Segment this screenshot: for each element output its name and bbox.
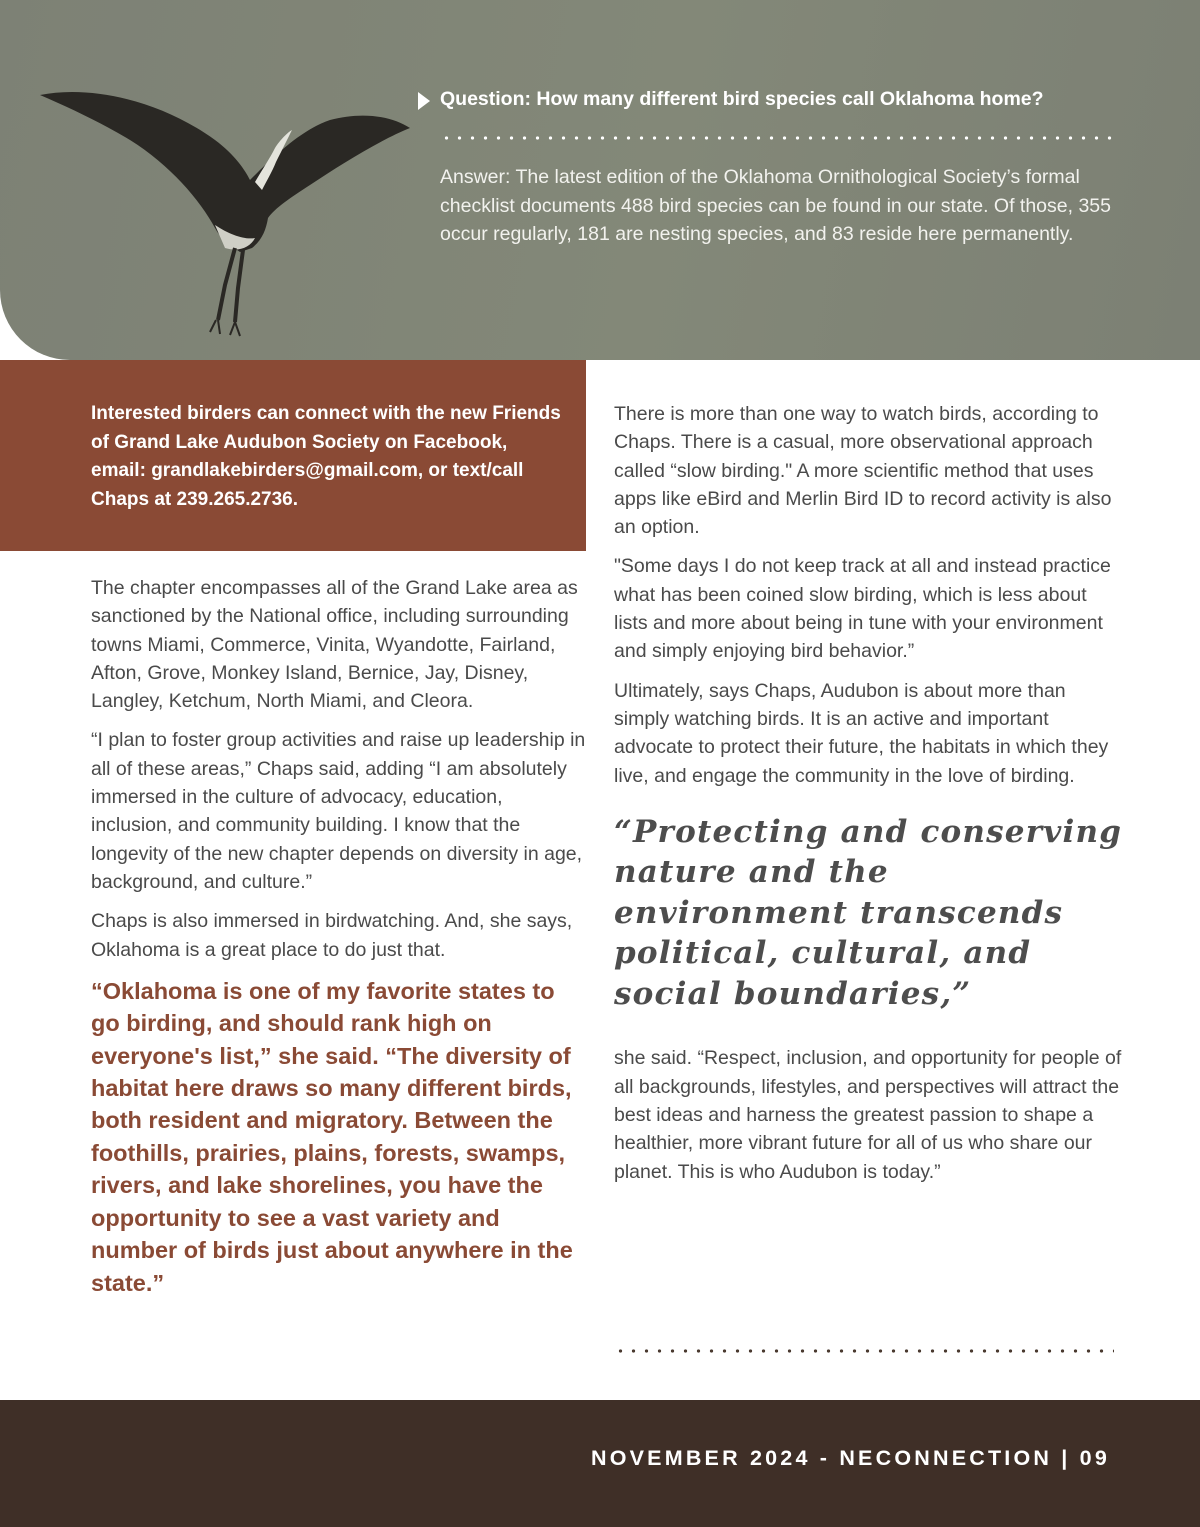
body-paragraph: The chapter encompasses all of the Grand Lake area as sanctioned by the National office, including surrounding towns Miami, Commerce, Vinita, Wyandotte, Fairland, Afton, Grove, Monkey Island, Bernice, Jay, Disney, Langley, Ketchum, North Miami, and Cleora. [91, 577, 578, 713]
pull-quote: “Oklahoma is one of my favorite states to go birding, and should rank high on everyone's list,” she said. “The diversity of habitat here draws so many different birds, both resident and migratory. Between the foothills, prairies, plains, forests, swamps, rivers, and lake shorelines, you have the opportunity to see a vast variety and number of birds just about anywhere in the state.” [91, 977, 573, 1296]
left-column [91, 574, 586, 1299]
dotted-divider [614, 1349, 1114, 1353]
callout-text: Interested birders can connect with the new Friends of Grand Lake Audubon Society on Facebook, email: grandlakebirders@gmail.com, or text/call Chaps at 239.265.2736. [91, 403, 561, 510]
right-column [614, 400, 1124, 1197]
body-paragraph: she said. “Respect, inclusion, and opportunity for people of all backgrounds, lifestyles, and perspectives will attract the best ideas and harness the greatest passion to shape a healthier, more vibrant future for all of us who share our planet. This is who Audubon is today.” [614, 1047, 1122, 1183]
play-arrow-icon [418, 92, 430, 110]
question-text: Question: How many different bird species call Oklahoma home? [440, 88, 1044, 110]
body-paragraph: "Some days I do not keep track at all and instead practice what has been coined slow birding, which is less about lists and more about being in tune with your environment and simply enjoying bird behavior.” [614, 555, 1111, 663]
header-banner [0, 0, 1200, 360]
dotted-divider [440, 136, 1115, 140]
footer-issue-text: NOVEMBER 2024 - NECONNECTION | 09 [590, 1446, 1110, 1470]
body-paragraph: There is more than one way to watch birds, according to Chaps. There is a casual, more observational approach called “slow birding." A more scientific method that uses apps like eBird and Merlin Bird ID to record activity is also an option. [614, 403, 1112, 539]
body-paragraph: Ultimately, says Chaps, Audubon is about more than simply watching birds. It is an active and important advocate to protect their future, the habitats in which they live, and engage the community in the love of birding. [614, 679, 1109, 787]
heron-photo [30, 70, 430, 340]
body-paragraph: “I plan to foster group activities and raise up leadership in all of these areas,” Chaps said, adding “I am absolutely immersed in the culture of advocacy, education, inclusion, and community building. I know that the longevity of the new chapter depends on diversity in age, background, and culture.” [91, 729, 586, 893]
answer-text: Answer: The latest edition of the Oklahoma Ornithological Society’s formal checklist documents 488 bird species can be found in our state. Of those, 355 occur regularly, 181 are nesting species, and 83 reside here permanently. [440, 166, 1111, 245]
pull-quote: “Protecting and conserving nature and the environment transcends political, cultural, and social boundaries,” [614, 813, 1123, 1012]
body-paragraph: Chaps is also immersed in birdwatching. And, she says, Oklahoma is a great place to do just that. [91, 910, 573, 961]
callout-box [0, 360, 586, 551]
footer-bar [0, 1400, 1200, 1527]
